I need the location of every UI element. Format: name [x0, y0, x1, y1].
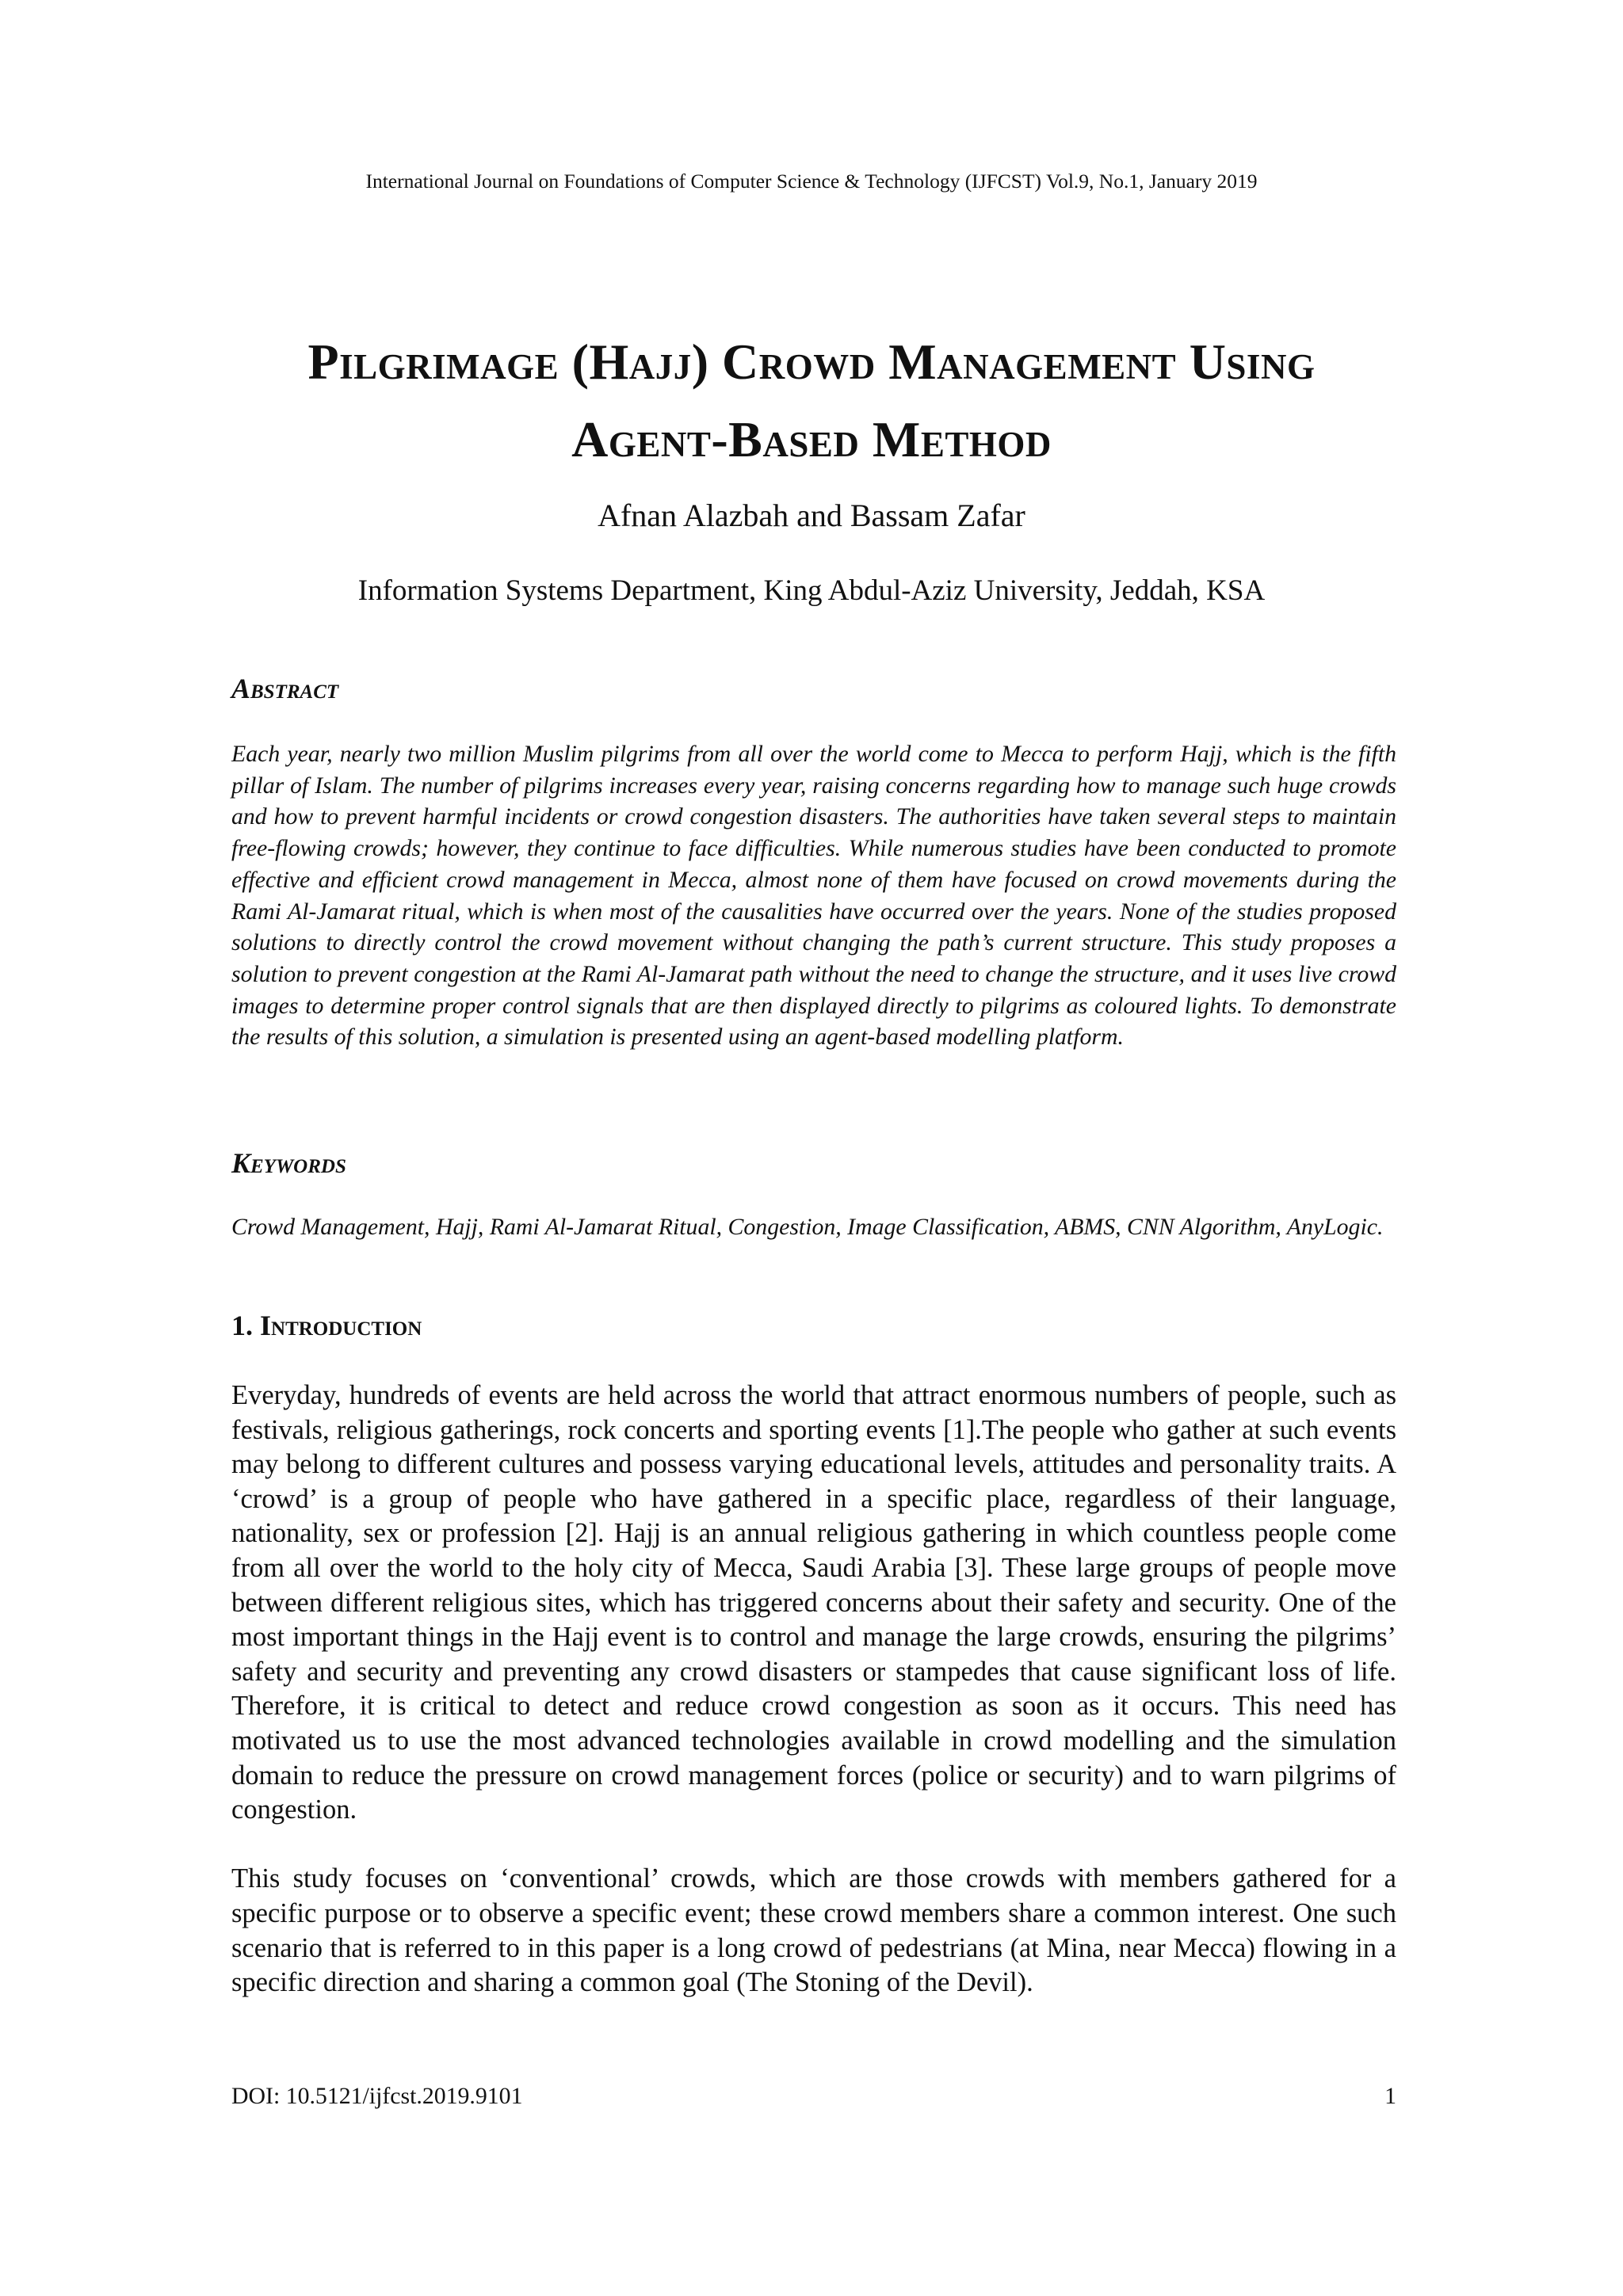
introduction-paragraph-1: Everyday, hundreds of events are held across the world that attract enormous numbers of people, such as festivals, religious gatherings, rock concerts and sporting events [1].The people who gather at such events may belong to different cultures and possess varying educational levels, attitudes and personality traits. A ‘crowd’ is a group of people who have gathered in a specific place, regardless of their language, nationality, sex or profession [2]. Hajj is an annual religious gathering in which countless people come from all over the world to the holy city of Mecca, Saudi Arabia [3]. These large groups of people move between different religious sites, which has triggered concerns about their safety and security. One of the most important things in the Hajj event is to control and manage the large crowds, ensuring the pilgrims’ safety and security and preventing any crowd disasters or stampedes that cause significant loss of life. Therefore, it is critical to detect and reduce crowd congestion as soon as it occurs. This need has motivated us to use the most advanced technologies available in crowd modelling and the simulation domain to reduce the pressure on crowd management forces (police or security) and to warn pilgrims of congestion.	[231, 1380, 1396, 1825]
title-line-1: Pilgrimage (Hajj) Crowd Management Using	[307, 334, 1316, 390]
journal-header: International Journal on Foundations of Computer Science & Technology (IJFCST) Vol.9, No.1, January 2019	[365, 170, 1258, 193]
author-affiliation: Information Systems Department, King Abdul-Aziz University, Jeddah, KSA	[357, 574, 1266, 607]
footer-doi: DOI: 10.5121/ijfcst.2019.9101	[231, 2083, 523, 2109]
keywords-heading: Keywords	[231, 1147, 346, 1179]
title-line-2: Agent-Based Method	[571, 411, 1052, 467]
keywords-text: Crowd Management, Hajj, Rami Al-Jamarat Ritual, Congestion, Image Classification, ABMS, CNN Algorithm, AnyLogic.	[231, 1214, 1384, 1240]
abstract-heading: Abstract	[231, 673, 339, 704]
paper-title	[143, 323, 1480, 479]
abstract-text: Each year, nearly two million Muslim pilgrims from all over the world come to Mecca to perform Hajj, which is the fifth pillar of Islam. The number of pilgrims increases every year, raising concerns regarding how to manage such huge crowds and how to prevent harmful incidents or crowd congestion disasters. The authorities have taken several steps to maintain free-flowing crowds; however, they continue to face difficulties. While numerous studies have been conducted to promote effective and efficient crowd management in Mecca, almost none of them have focused on crowd movements during the Rami Al-Jamarat ritual, which is when most of the causalities have occurred over the years. None of the studies proposed solutions to directly control the crowd movement without changing the path’s current structure. This study proposes a solution to prevent congestion at the Rami Al-Jamarat path without the need to change the structure, and it uses live crowd images to determine proper control signals that are then displayed directly to pilgrims as coloured lights. To demonstrate the results of this solution, a simulation is presented using an agent-based modelling platform.	[231, 741, 1396, 1051]
introduction-paragraph-2: This study focuses on ‘conventional’ crowds, which are those crowds with members gathered for a specific purpose or to observe a specific event; these crowd members share a common interest. One such scenario that is referred to in this paper is a long crowd of pedestrians (at Mina, near Mecca) flowing in a specific direction and sharing a common goal (The Stoning of the Devil).	[231, 1863, 1396, 1998]
introduction-heading: 1. Introduction	[231, 1310, 422, 1341]
introduction-body	[231, 1379, 1396, 2000]
page-number: 1	[1384, 2083, 1396, 2109]
author-list: Afnan Alazbah and Bassam Zafar	[598, 498, 1025, 533]
